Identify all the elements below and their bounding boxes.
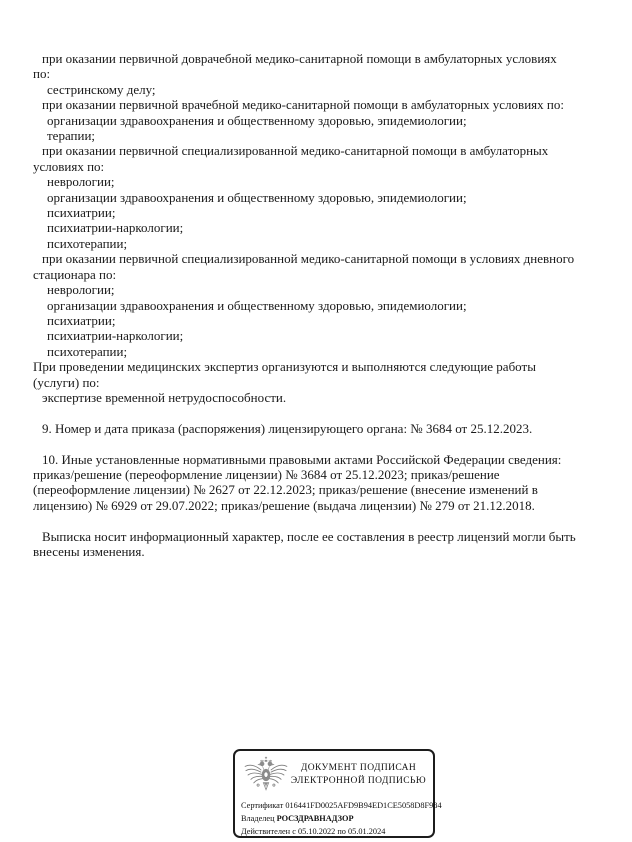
stamp-certificate-line	[241, 799, 442, 812]
text-line: при оказании первичной врачебной медико-санитарной помощи в амбулаторных условиях по:	[42, 97, 564, 113]
text-line	[33, 513, 611, 528]
text-line: стационара по:	[33, 266, 117, 282]
text-line: организации здравоохранения и общественному здоровью, эпидемиологии;	[47, 189, 467, 205]
stamp-title-line1: ДОКУМЕНТ ПОДПИСАН	[300, 762, 417, 773]
text-line: сестринскому делу;	[47, 81, 156, 97]
text-line: при оказании первичной доврачебной медико-санитарной помощи в амбулаторных условиях	[42, 51, 557, 66]
stamp-validity-line: Действителен с 05.10.2022 по 05.01.2024	[241, 827, 386, 836]
owner-label: Владелец	[241, 814, 275, 823]
owner-value: РОСЗДРАВНАДЗОР	[276, 814, 354, 823]
text-line: экспертизе временной нетрудоспособности.	[42, 389, 287, 405]
text-line: 10. Иные установленные нормативными правовыми актами Российской Федерации сведения:	[42, 451, 562, 467]
text-line: 9. Номер и дата приказа (распоряжения) лицензирующего органа: № 3684 от 25.12.2023.	[42, 420, 533, 436]
text-line: психиатрии;	[47, 312, 116, 328]
text-line: психотерапии;	[47, 235, 128, 251]
stamp-owner-line	[241, 812, 428, 825]
text-line: организации здравоохранения и общественному здоровью, эпидемиологии;	[47, 112, 467, 128]
stamp-title-line2: ЭЛЕКТРОННОЙ ПОДПИСЬЮ	[290, 775, 427, 786]
text-line: терапии;	[47, 128, 96, 144]
text-line: лицензию) № 6929 от 29.07.2022; приказ/решение (выдача лицензии) № 279 от 21.12.2018.	[33, 497, 535, 513]
text-line: по:	[33, 66, 51, 82]
text-line: Выписка носит информационный характер, после ее составления в реестр лицензий могли быть	[42, 528, 576, 544]
text-line: при оказании первичной специализированной медико-санитарной помощи в амбулаторных	[42, 143, 549, 159]
text-line: приказ/решение (переоформление лицензии) № 3684 от 25.12.2023; приказ/решение	[33, 466, 500, 482]
certificate-label: Сертификат	[241, 801, 284, 810]
text-line: психиатрии-наркологии;	[47, 328, 184, 344]
stamp-details	[235, 795, 442, 838]
roszdravnadzor-emblem-icon	[243, 756, 289, 794]
text-line: организации здравоохранения и общественному здоровью, эпидемиологии;	[47, 297, 467, 313]
text-line: (переоформление лицензии) № 2627 от 22.12.2023; приказ/решение (внесение изменений в	[33, 482, 538, 498]
text-line: при оказании первичной специализированной медико-санитарной помощи в условиях дневного	[42, 251, 575, 267]
text-line: условиях по:	[33, 158, 105, 174]
text-line	[33, 436, 611, 451]
stamp-header	[235, 751, 433, 795]
text-line: (услуги) по:	[33, 374, 100, 390]
text-line: При проведении медицинских экспертиз организуются и выполняются следующие работы	[33, 359, 536, 375]
text-line: психотерапии;	[47, 343, 128, 359]
text-line: неврологии;	[47, 174, 115, 190]
signature-stamp	[233, 749, 442, 838]
stamp-title	[289, 762, 428, 788]
text-line: психиатрии-наркологии;	[47, 220, 184, 236]
certificate-value: 016441FD0025AFD9B94ED1CE5058D8F984	[285, 801, 442, 810]
text-line	[33, 405, 611, 420]
text-line: внесены изменения.	[33, 544, 145, 559]
document-text	[33, 51, 611, 559]
text-line: психиатрии;	[47, 205, 116, 221]
text-line: неврологии;	[47, 282, 115, 298]
